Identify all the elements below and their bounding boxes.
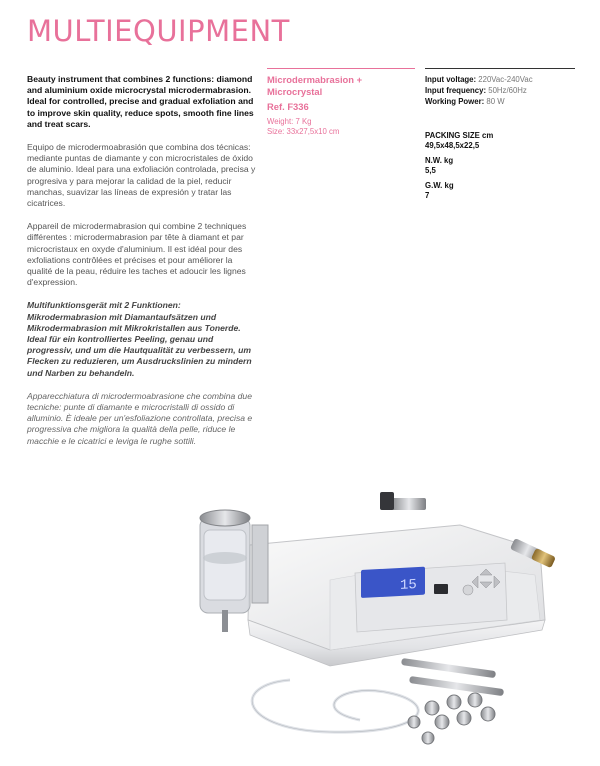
spec-input-voltage-value: 220Vac-240Vac <box>478 75 533 84</box>
spec-input-voltage-label: Input voltage: <box>425 75 477 84</box>
description-column <box>27 74 259 459</box>
handpiece-accessories <box>401 658 504 696</box>
lcd-value: 15 <box>400 577 417 594</box>
product-weight: Weight: 7 Kg <box>267 117 312 126</box>
description-spanish: Equipo de microdermoabrasión que combina dos técnicas: mediante puntas de diamante y con microcristales de óxido de aluminio. Ideal para una exfoliación controlada, precisa y progresiva y para mejorar la calidad de la piel, reducir manchas, suavizar las líneas de expresión y tratar las cicatrices. <box>27 142 256 209</box>
technical-specs <box>425 68 575 201</box>
spec-working-power <box>425 96 575 107</box>
power-button[interactable] <box>434 584 448 594</box>
spec-input-frequency-value: 50Hz/60Hz <box>488 86 527 95</box>
spec-input-voltage <box>425 74 575 85</box>
packing-gw-value: 7 <box>425 190 430 200</box>
product-name: Microdermabrasion + Microcrystal <box>267 74 363 97</box>
diamond-tips <box>408 693 495 744</box>
packing-info <box>425 131 575 201</box>
top-connector <box>380 492 426 510</box>
spec-working-power-value: 80 W <box>486 97 505 106</box>
packing-size-label: PACKING SIZE cm <box>425 131 494 140</box>
product-photo <box>170 470 590 760</box>
spec-working-power-label: Working Power: <box>425 97 485 106</box>
front-panel <box>355 563 507 632</box>
page-title: MULTIEQUIPMENT <box>27 14 290 48</box>
tubing <box>252 680 418 732</box>
description-french: Appareil de microdermabrasion qui combine 2 techniques différentes : microdermabrasion par tête à diamant et par microcristaux en oxyde d'aluminium. Il est idéal pour des exfoliations contrôlées et précises et pour améliorer la qualité de la peau, réduire les taches et adoucir les lignes d'expression. <box>27 221 247 288</box>
packing-nw-value: 5,5 <box>425 165 436 175</box>
product-size: Size: 33x27,5x10 cm <box>267 126 340 136</box>
product-info <box>267 68 415 136</box>
description-german: Multifunktionsgerät mit 2 Funktionen: Mikrodermabrasion mit Diamantaufsätzen und Mikrodermabrasion mit Mikrokristallen aus Tonerde. Ideal für ein kontrolliertes Peeling, genau und progressiv, und um die Hautqualität zu verbessern, um Flecken zu reduzieren, um Ausdruckslinien zu mindern und Narben zu behandeln. <box>27 300 252 378</box>
packing-gw-label: G.W. kg <box>425 181 454 191</box>
product-ref: Ref. F336 <box>267 101 309 112</box>
packing-size-value: 49,5x48,5x22,5 <box>425 140 480 150</box>
spec-input-frequency <box>425 85 575 96</box>
description-english: Beauty instrument that combines 2 functions: diamond and aluminium oxide microcrystal microdermabrasion. Ideal for controlled, precise and gradual exfoliation and to improve skin quality, reduce spots, smooth fine lines and treat scars. <box>27 74 254 129</box>
description-italian: Apparecchiatura di microdermoabrasione che combina due tecniche: punte di diamante e microcristalli di ossido di alluminio. È ideale per un'esfoliazione controllata, precisa e progressiva che migliora la qualità della pelle, riduce le macchie e le cicatrici e leviga le rughe sottili. <box>27 390 253 446</box>
packing-nw-label: N.W. kg <box>425 156 454 166</box>
spec-input-frequency-label: Input frequency: <box>425 86 487 95</box>
mode-button[interactable] <box>463 585 473 595</box>
